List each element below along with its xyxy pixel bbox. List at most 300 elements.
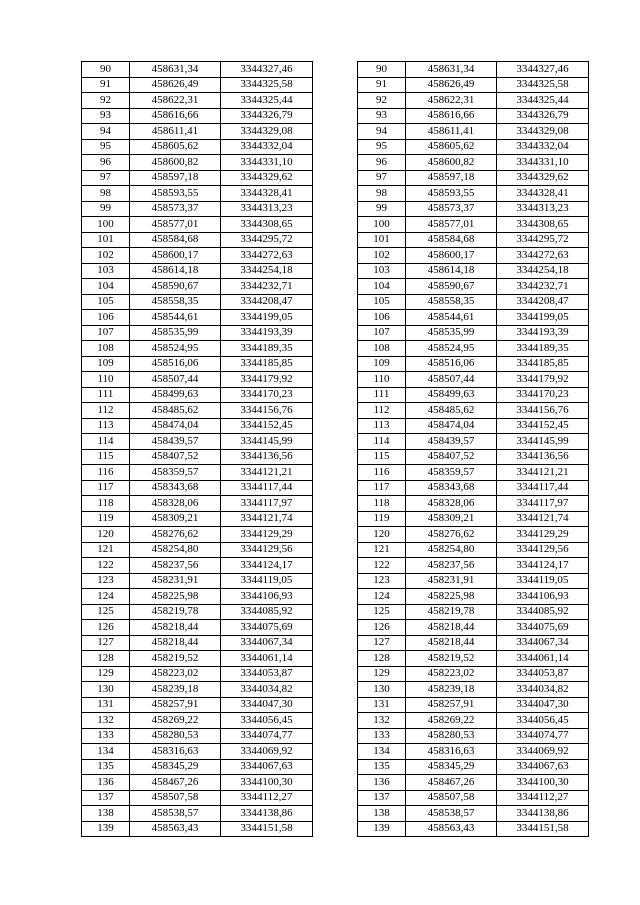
- table-row: [82, 418, 589, 434]
- x-coordinate-cell: 458231,91: [130, 573, 221, 589]
- point-number-cell: 138: [358, 806, 406, 822]
- point-number-cell: 111: [358, 387, 406, 403]
- point-number-cell: 129: [82, 666, 130, 682]
- column-gap-cell: [313, 682, 358, 698]
- x-coordinate-cell: 458474,04: [130, 418, 221, 434]
- x-coordinate-cell: 458280,53: [130, 728, 221, 744]
- column-gap-cell: [313, 139, 358, 155]
- point-number-cell: 117: [82, 480, 130, 496]
- table-row: [82, 108, 589, 124]
- table-row: [82, 697, 589, 713]
- y-coordinate-cell: 3344119,05: [221, 573, 313, 589]
- y-coordinate-cell: 3344085,92: [221, 604, 313, 620]
- column-gap-cell: [313, 573, 358, 589]
- table-row: [82, 449, 589, 465]
- x-coordinate-cell: 458276,62: [406, 527, 497, 543]
- point-number-cell: 123: [358, 573, 406, 589]
- x-coordinate-cell: 458563,43: [406, 821, 497, 837]
- point-number-cell: 104: [358, 279, 406, 295]
- y-coordinate-cell: 3344106,93: [221, 589, 313, 605]
- y-coordinate-cell: 3344152,45: [497, 418, 589, 434]
- table-row: [82, 821, 589, 837]
- x-coordinate-cell: 458590,67: [130, 279, 221, 295]
- column-gap-cell: [313, 62, 358, 78]
- y-coordinate-cell: 3344034,82: [221, 682, 313, 698]
- point-number-cell: 130: [358, 682, 406, 698]
- column-gap-cell: [313, 217, 358, 233]
- column-gap-cell: [313, 465, 358, 481]
- column-gap-cell: [313, 201, 358, 217]
- table-row: [82, 279, 589, 295]
- point-number-cell: 128: [358, 651, 406, 667]
- point-number-cell: 107: [358, 325, 406, 341]
- y-coordinate-cell: 3344129,56: [221, 542, 313, 558]
- x-coordinate-cell: 458474,04: [406, 418, 497, 434]
- y-coordinate-cell: 3344272,63: [221, 248, 313, 264]
- table-row: [82, 294, 589, 310]
- point-number-cell: 131: [358, 697, 406, 713]
- y-coordinate-cell: 3344208,47: [221, 294, 313, 310]
- x-coordinate-cell: 458239,18: [406, 682, 497, 698]
- column-gap-cell: [313, 77, 358, 93]
- column-gap-cell: [313, 449, 358, 465]
- column-gap-cell: [313, 403, 358, 419]
- y-coordinate-cell: 3344170,23: [497, 387, 589, 403]
- column-gap-cell: [313, 356, 358, 372]
- point-number-cell: 129: [358, 666, 406, 682]
- point-number-cell: 120: [358, 527, 406, 543]
- y-coordinate-cell: 3344327,46: [497, 62, 589, 78]
- table-row: [82, 542, 589, 558]
- point-number-cell: 115: [82, 449, 130, 465]
- column-gap-cell: [313, 496, 358, 512]
- x-coordinate-cell: 458237,56: [406, 558, 497, 574]
- table-row: [82, 806, 589, 822]
- y-coordinate-cell: 3344067,34: [497, 635, 589, 651]
- point-number-cell: 131: [82, 697, 130, 713]
- y-coordinate-cell: 3344047,30: [221, 697, 313, 713]
- y-coordinate-cell: 3344254,18: [497, 263, 589, 279]
- x-coordinate-cell: 458593,55: [406, 186, 497, 202]
- x-coordinate-cell: 458218,44: [130, 635, 221, 651]
- table-row: [82, 232, 589, 248]
- y-coordinate-cell: 3344145,99: [221, 434, 313, 450]
- coordinates-table: [81, 61, 589, 837]
- table-row: [82, 635, 589, 651]
- column-gap-cell: [313, 775, 358, 791]
- table-row: [82, 790, 589, 806]
- y-coordinate-cell: 3344124,17: [497, 558, 589, 574]
- x-coordinate-cell: 458611,41: [130, 124, 221, 140]
- y-coordinate-cell: 3344129,29: [221, 527, 313, 543]
- x-coordinate-cell: 458254,80: [130, 542, 221, 558]
- x-coordinate-cell: 458524,95: [130, 341, 221, 357]
- table-row: [82, 325, 589, 341]
- x-coordinate-cell: 458626,49: [130, 77, 221, 93]
- point-number-cell: 125: [358, 604, 406, 620]
- x-coordinate-cell: 458485,62: [130, 403, 221, 419]
- point-number-cell: 115: [358, 449, 406, 465]
- y-coordinate-cell: 3344179,92: [221, 372, 313, 388]
- y-coordinate-cell: 3344152,45: [221, 418, 313, 434]
- y-coordinate-cell: 3344100,30: [497, 775, 589, 791]
- y-coordinate-cell: 3344329,62: [497, 170, 589, 186]
- point-number-cell: 102: [358, 248, 406, 264]
- point-number-cell: 95: [358, 139, 406, 155]
- y-coordinate-cell: 3344061,14: [497, 651, 589, 667]
- y-coordinate-cell: 3344121,21: [221, 465, 313, 481]
- y-coordinate-cell: 3344329,08: [497, 124, 589, 140]
- y-coordinate-cell: 3344145,99: [497, 434, 589, 450]
- column-gap-cell: [313, 728, 358, 744]
- y-coordinate-cell: 3344331,10: [221, 155, 313, 171]
- x-coordinate-cell: 458269,22: [130, 713, 221, 729]
- x-coordinate-cell: 458507,58: [406, 790, 497, 806]
- x-coordinate-cell: 458359,57: [130, 465, 221, 481]
- column-gap-cell: [313, 186, 358, 202]
- x-coordinate-cell: 458631,34: [406, 62, 497, 78]
- table-row: [82, 387, 589, 403]
- point-number-cell: 97: [82, 170, 130, 186]
- y-coordinate-cell: 3344069,92: [497, 744, 589, 760]
- point-number-cell: 137: [82, 790, 130, 806]
- column-gap-cell: [313, 480, 358, 496]
- point-number-cell: 94: [358, 124, 406, 140]
- y-coordinate-cell: 3344332,04: [497, 139, 589, 155]
- point-number-cell: 125: [82, 604, 130, 620]
- table-row: [82, 139, 589, 155]
- x-coordinate-cell: 458516,06: [130, 356, 221, 372]
- x-coordinate-cell: 458328,06: [406, 496, 497, 512]
- table-row: [82, 248, 589, 264]
- x-coordinate-cell: 458616,66: [406, 108, 497, 124]
- x-coordinate-cell: 458257,91: [130, 697, 221, 713]
- y-coordinate-cell: 3344056,45: [221, 713, 313, 729]
- table-row: [82, 403, 589, 419]
- column-gap-cell: [313, 806, 358, 822]
- y-coordinate-cell: 3344151,58: [221, 821, 313, 837]
- x-coordinate-cell: 458407,52: [130, 449, 221, 465]
- x-coordinate-cell: 458600,17: [406, 248, 497, 264]
- column-gap-cell: [313, 434, 358, 450]
- column-gap-cell: [313, 387, 358, 403]
- y-coordinate-cell: 3344136,56: [497, 449, 589, 465]
- y-coordinate-cell: 3344151,58: [497, 821, 589, 837]
- table-row: [82, 496, 589, 512]
- table-row: [82, 356, 589, 372]
- x-coordinate-cell: 458558,35: [406, 294, 497, 310]
- y-coordinate-cell: 3344327,46: [221, 62, 313, 78]
- point-number-cell: 92: [358, 93, 406, 109]
- x-coordinate-cell: 458597,18: [130, 170, 221, 186]
- x-coordinate-cell: 458614,18: [406, 263, 497, 279]
- y-coordinate-cell: 3344185,85: [497, 356, 589, 372]
- point-number-cell: 113: [358, 418, 406, 434]
- point-number-cell: 99: [358, 201, 406, 217]
- point-number-cell: 112: [82, 403, 130, 419]
- x-coordinate-cell: 458544,61: [130, 310, 221, 326]
- point-number-cell: 93: [358, 108, 406, 124]
- point-number-cell: 116: [82, 465, 130, 481]
- point-number-cell: 105: [358, 294, 406, 310]
- point-number-cell: 109: [82, 356, 130, 372]
- table-row: [82, 620, 589, 636]
- y-coordinate-cell: 3344117,44: [497, 480, 589, 496]
- table-row: [82, 434, 589, 450]
- table-row: [82, 93, 589, 109]
- x-coordinate-cell: 458558,35: [130, 294, 221, 310]
- y-coordinate-cell: 3344056,45: [497, 713, 589, 729]
- x-coordinate-cell: 458563,43: [130, 821, 221, 837]
- y-coordinate-cell: 3344185,85: [221, 356, 313, 372]
- x-coordinate-cell: 458309,21: [130, 511, 221, 527]
- point-number-cell: 90: [358, 62, 406, 78]
- y-coordinate-cell: 3344061,14: [221, 651, 313, 667]
- x-coordinate-cell: 458225,98: [406, 589, 497, 605]
- point-number-cell: 110: [358, 372, 406, 388]
- point-number-cell: 135: [82, 759, 130, 775]
- x-coordinate-cell: 458439,57: [130, 434, 221, 450]
- y-coordinate-cell: 3344325,44: [497, 93, 589, 109]
- y-coordinate-cell: 3344313,23: [221, 201, 313, 217]
- point-number-cell: 97: [358, 170, 406, 186]
- x-coordinate-cell: 458309,21: [406, 511, 497, 527]
- y-coordinate-cell: 3344119,05: [497, 573, 589, 589]
- x-coordinate-cell: 458605,62: [130, 139, 221, 155]
- y-coordinate-cell: 3344075,69: [221, 620, 313, 636]
- y-coordinate-cell: 3344199,05: [221, 310, 313, 326]
- point-number-cell: 119: [358, 511, 406, 527]
- table-row: [82, 728, 589, 744]
- x-coordinate-cell: 458499,63: [406, 387, 497, 403]
- y-coordinate-cell: 3344124,17: [221, 558, 313, 574]
- point-number-cell: 122: [358, 558, 406, 574]
- y-coordinate-cell: 3344328,41: [221, 186, 313, 202]
- table-row: [82, 201, 589, 217]
- y-coordinate-cell: 3344067,63: [497, 759, 589, 775]
- point-number-cell: 126: [82, 620, 130, 636]
- column-gap-cell: [313, 124, 358, 140]
- x-coordinate-cell: 458218,44: [130, 620, 221, 636]
- point-number-cell: 136: [82, 775, 130, 791]
- table-row: [82, 155, 589, 171]
- point-number-cell: 134: [82, 744, 130, 760]
- y-coordinate-cell: 3344121,74: [221, 511, 313, 527]
- column-gap-cell: [313, 108, 358, 124]
- x-coordinate-cell: 458237,56: [130, 558, 221, 574]
- x-coordinate-cell: 458573,37: [130, 201, 221, 217]
- column-gap-cell: [313, 341, 358, 357]
- x-coordinate-cell: 458605,62: [406, 139, 497, 155]
- x-coordinate-cell: 458219,52: [130, 651, 221, 667]
- column-gap-cell: [313, 418, 358, 434]
- point-number-cell: 135: [358, 759, 406, 775]
- column-gap-cell: [313, 759, 358, 775]
- y-coordinate-cell: 3344129,29: [497, 527, 589, 543]
- table-row: [82, 744, 589, 760]
- x-coordinate-cell: 458345,29: [406, 759, 497, 775]
- x-coordinate-cell: 458631,34: [130, 62, 221, 78]
- x-coordinate-cell: 458600,82: [130, 155, 221, 171]
- y-coordinate-cell: 3344138,86: [221, 806, 313, 822]
- table-row: [82, 558, 589, 574]
- point-number-cell: 105: [82, 294, 130, 310]
- x-coordinate-cell: 458343,68: [130, 480, 221, 496]
- y-coordinate-cell: 3344136,56: [221, 449, 313, 465]
- point-number-cell: 113: [82, 418, 130, 434]
- point-number-cell: 91: [358, 77, 406, 93]
- point-number-cell: 106: [358, 310, 406, 326]
- table-row: [82, 573, 589, 589]
- y-coordinate-cell: 3344295,72: [221, 232, 313, 248]
- column-gap-cell: [313, 790, 358, 806]
- column-gap-cell: [313, 713, 358, 729]
- column-gap-cell: [313, 589, 358, 605]
- point-number-cell: 96: [358, 155, 406, 171]
- y-coordinate-cell: 3344232,71: [497, 279, 589, 295]
- point-number-cell: 109: [358, 356, 406, 372]
- x-coordinate-cell: 458254,80: [406, 542, 497, 558]
- y-coordinate-cell: 3344232,71: [221, 279, 313, 295]
- point-number-cell: 130: [82, 682, 130, 698]
- point-number-cell: 98: [82, 186, 130, 202]
- point-number-cell: 112: [358, 403, 406, 419]
- x-coordinate-cell: 458535,99: [130, 325, 221, 341]
- y-coordinate-cell: 3344075,69: [497, 620, 589, 636]
- point-number-cell: 139: [358, 821, 406, 837]
- y-coordinate-cell: 3344156,76: [497, 403, 589, 419]
- y-coordinate-cell: 3344325,44: [221, 93, 313, 109]
- x-coordinate-cell: 458467,26: [130, 775, 221, 791]
- x-coordinate-cell: 458439,57: [406, 434, 497, 450]
- point-number-cell: 118: [358, 496, 406, 512]
- point-number-cell: 114: [82, 434, 130, 450]
- table-row: [82, 263, 589, 279]
- table-row: [82, 77, 589, 93]
- column-gap-cell: [313, 170, 358, 186]
- x-coordinate-cell: 458316,63: [130, 744, 221, 760]
- point-number-cell: 139: [82, 821, 130, 837]
- column-gap-cell: [313, 542, 358, 558]
- y-coordinate-cell: 3344112,27: [221, 790, 313, 806]
- point-number-cell: 90: [82, 62, 130, 78]
- y-coordinate-cell: 3344121,74: [497, 511, 589, 527]
- point-number-cell: 121: [82, 542, 130, 558]
- table-row: [82, 713, 589, 729]
- point-number-cell: 120: [82, 527, 130, 543]
- table-row: [82, 666, 589, 682]
- point-number-cell: 101: [358, 232, 406, 248]
- table-row: [82, 341, 589, 357]
- x-coordinate-cell: 458600,82: [406, 155, 497, 171]
- table-row: [82, 480, 589, 496]
- table-row: [82, 511, 589, 527]
- x-coordinate-cell: 458535,99: [406, 325, 497, 341]
- y-coordinate-cell: 3344329,62: [221, 170, 313, 186]
- y-coordinate-cell: 3344272,63: [497, 248, 589, 264]
- point-number-cell: 108: [358, 341, 406, 357]
- x-coordinate-cell: 458507,44: [130, 372, 221, 388]
- point-number-cell: 119: [82, 511, 130, 527]
- point-number-cell: 93: [82, 108, 130, 124]
- y-coordinate-cell: 3344034,82: [497, 682, 589, 698]
- column-gap-cell: [313, 635, 358, 651]
- x-coordinate-cell: 458280,53: [406, 728, 497, 744]
- x-coordinate-cell: 458577,01: [130, 217, 221, 233]
- x-coordinate-cell: 458316,63: [406, 744, 497, 760]
- point-number-cell: 127: [358, 635, 406, 651]
- y-coordinate-cell: 3344106,93: [497, 589, 589, 605]
- x-coordinate-cell: 458600,17: [130, 248, 221, 264]
- y-coordinate-cell: 3344295,72: [497, 232, 589, 248]
- column-gap-cell: [313, 651, 358, 667]
- y-coordinate-cell: 3344332,04: [221, 139, 313, 155]
- y-coordinate-cell: 3344138,86: [497, 806, 589, 822]
- point-number-cell: 132: [82, 713, 130, 729]
- point-number-cell: 107: [82, 325, 130, 341]
- y-coordinate-cell: 3344156,76: [221, 403, 313, 419]
- table-row: [82, 775, 589, 791]
- table-row: [82, 651, 589, 667]
- x-coordinate-cell: 458218,44: [406, 635, 497, 651]
- x-coordinate-cell: 458573,37: [406, 201, 497, 217]
- x-coordinate-cell: 458328,06: [130, 496, 221, 512]
- y-coordinate-cell: 3344067,34: [221, 635, 313, 651]
- table-row: [82, 682, 589, 698]
- y-coordinate-cell: 3344328,41: [497, 186, 589, 202]
- y-coordinate-cell: 3344053,87: [221, 666, 313, 682]
- point-number-cell: 100: [358, 217, 406, 233]
- point-number-cell: 133: [358, 728, 406, 744]
- y-coordinate-cell: 3344100,30: [221, 775, 313, 791]
- x-coordinate-cell: 458231,91: [406, 573, 497, 589]
- point-number-cell: 100: [82, 217, 130, 233]
- point-number-cell: 108: [82, 341, 130, 357]
- point-number-cell: 106: [82, 310, 130, 326]
- x-coordinate-cell: 458616,66: [130, 108, 221, 124]
- y-coordinate-cell: 3344117,97: [221, 496, 313, 512]
- x-coordinate-cell: 458622,31: [130, 93, 221, 109]
- y-coordinate-cell: 3344254,18: [221, 263, 313, 279]
- column-gap-cell: [313, 821, 358, 837]
- table-row: [82, 124, 589, 140]
- x-coordinate-cell: 458584,68: [406, 232, 497, 248]
- table-row: [82, 62, 589, 78]
- point-number-cell: 128: [82, 651, 130, 667]
- y-coordinate-cell: 3344112,27: [497, 790, 589, 806]
- x-coordinate-cell: 458516,06: [406, 356, 497, 372]
- point-number-cell: 134: [358, 744, 406, 760]
- point-number-cell: 92: [82, 93, 130, 109]
- table-row: [82, 170, 589, 186]
- point-number-cell: 104: [82, 279, 130, 295]
- point-number-cell: 127: [82, 635, 130, 651]
- point-number-cell: 94: [82, 124, 130, 140]
- y-coordinate-cell: 3344179,92: [497, 372, 589, 388]
- point-number-cell: 123: [82, 573, 130, 589]
- x-coordinate-cell: 458597,18: [406, 170, 497, 186]
- y-coordinate-cell: 3344121,21: [497, 465, 589, 481]
- table-row: [82, 589, 589, 605]
- x-coordinate-cell: 458218,44: [406, 620, 497, 636]
- x-coordinate-cell: 458584,68: [130, 232, 221, 248]
- column-gap-cell: [313, 263, 358, 279]
- column-gap-cell: [313, 248, 358, 264]
- x-coordinate-cell: 458345,29: [130, 759, 221, 775]
- x-coordinate-cell: 458485,62: [406, 403, 497, 419]
- x-coordinate-cell: 458590,67: [406, 279, 497, 295]
- y-coordinate-cell: 3344326,79: [497, 108, 589, 124]
